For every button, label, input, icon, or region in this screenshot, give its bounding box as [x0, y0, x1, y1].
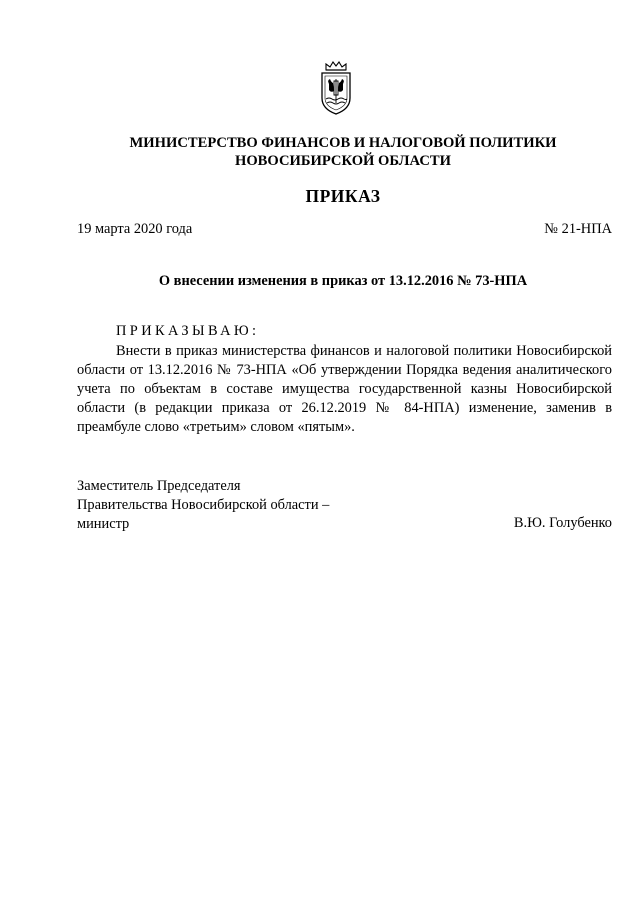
- document-date: 19 марта 2020 года: [77, 221, 193, 237]
- signatory-title-line3: министр: [77, 516, 130, 532]
- signatory-title: [77, 477, 329, 534]
- coat-of-arms-icon: [317, 60, 355, 116]
- body-paragraph: Внести в приказ министерства финансов и налоговой политики Новосибирской области от 13.12.2016 № 73-НПА «Об утверждении Порядка ведения аналитического учета по объектам в составе имущества государственной казны Новосибирской области (в редакции приказа от 26.12.2019 № 84-НПА) изменение, заменив в преамбуле слово «третьим» словом «пятым».: [77, 343, 612, 435]
- document-number: № 21-НПА: [544, 221, 612, 237]
- ministry-title-line1: МИНИСТЕРСТВО ФИНАНСОВ И НАЛОГОВОЙ ПОЛИТИКИ: [129, 135, 557, 151]
- signatory-title-line2: Правительства Новосибирской области –: [77, 497, 330, 513]
- order-word: ПРИКАЗЫВАЮ:: [116, 323, 260, 339]
- ministry-title: [60, 134, 626, 170]
- signatory-name: В.Ю. Голубенко: [513, 515, 612, 531]
- document-type: ПРИКАЗ: [305, 186, 381, 206]
- ministry-title-line2: НОВОСИБИРСКОЙ ОБЛАСТИ: [234, 153, 451, 169]
- document-subject: О внесении изменения в приказ от 13.12.2016 № 73-НПА: [158, 273, 528, 289]
- signatory-title-line1: Заместитель Председателя: [77, 478, 241, 494]
